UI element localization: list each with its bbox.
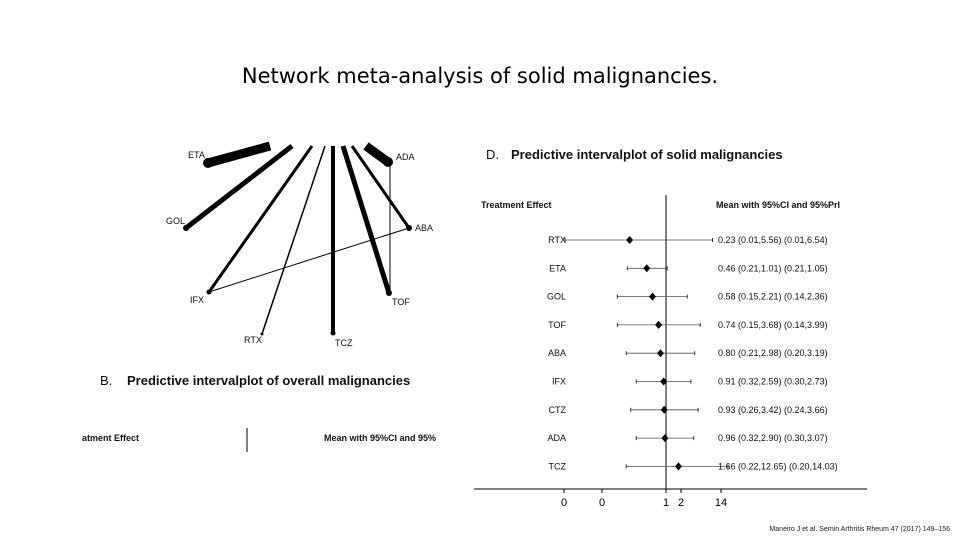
slide-title: Network meta-analysis of solid malignancies. bbox=[241, 64, 719, 88]
forest-mean-point bbox=[649, 293, 656, 301]
forest-row bbox=[548, 320, 827, 330]
forest-row bbox=[548, 348, 828, 358]
network-node-tof bbox=[386, 290, 392, 296]
panel-b-letter: B. bbox=[100, 373, 113, 388]
network-label-rtx: RTX bbox=[244, 335, 262, 345]
panel-d-letter: D. bbox=[486, 147, 499, 162]
panel-d-col-treatment: Treatment Effect bbox=[481, 200, 552, 210]
forest-row-label: CTZ bbox=[548, 404, 566, 415]
forest-mean-point bbox=[661, 434, 668, 442]
forest-row-value: 0.91 (0.32,2.59) (0.30,2.73) bbox=[718, 376, 828, 387]
network-node-aba bbox=[406, 225, 412, 231]
forest-row-value: 0.96 (0.32,2.90) (0.30,3.07) bbox=[718, 433, 828, 444]
forest-row-value: 0.80 (0.21,2.98) (0.20,3.19) bbox=[718, 348, 828, 359]
forest-row-value: 0.93 (0.26,3.42) (0.24,3.66) bbox=[718, 404, 828, 415]
forest-row-label: TOF bbox=[548, 319, 566, 330]
network-label-gol: GOL bbox=[166, 216, 186, 226]
forest-rows bbox=[547, 235, 838, 471]
forest-ticks bbox=[561, 489, 727, 509]
forest-mean-point bbox=[626, 236, 633, 244]
forest-row-value: 1.66 (0.22,12.65) (0.20,14.03) bbox=[718, 461, 838, 472]
forest-row-label: ETA bbox=[549, 263, 566, 274]
panel-b-col-treatment: atment Effect bbox=[82, 433, 140, 443]
panel-d-col-mean: Mean with 95%CI and 95%PrI bbox=[716, 200, 841, 210]
forest-tick-label: 2 bbox=[677, 497, 685, 509]
network-label-aba: ABA bbox=[415, 223, 434, 233]
network-label-tcz: TCZ bbox=[335, 338, 353, 348]
forest-row-label: ADA bbox=[547, 433, 566, 444]
forest-row-label: TCZ bbox=[548, 461, 566, 472]
network-node-ada bbox=[383, 157, 393, 167]
panel-b-col-mean: Mean with 95%CI and 95% bbox=[324, 433, 437, 443]
panel-d bbox=[474, 147, 867, 509]
forest-tick-label: 1 bbox=[662, 497, 670, 509]
panel-b bbox=[82, 373, 436, 452]
forest-row-label: GOL bbox=[546, 291, 566, 302]
forest-row-value: 0.58 (0.15,2.21) (0.14,2.36) bbox=[718, 291, 828, 302]
forest-row-label: RTX bbox=[548, 235, 566, 245]
panel-b-title: Predictive intervalplot of overall malignancies bbox=[127, 373, 411, 388]
network-node-tcz bbox=[331, 331, 336, 336]
forest-row bbox=[552, 377, 828, 387]
network-label-ifx: IFX bbox=[190, 295, 205, 305]
network-edges bbox=[186, 146, 409, 334]
network-label-tof: TOF bbox=[392, 297, 410, 307]
forest-row bbox=[548, 235, 827, 245]
forest-tick-label: 0 bbox=[560, 497, 568, 509]
forest-mean-point bbox=[657, 349, 664, 357]
forest-tick-label: 0 bbox=[598, 497, 606, 509]
forest-row bbox=[549, 461, 838, 471]
forest-mean-point bbox=[643, 264, 650, 272]
forest-row-label: ABA bbox=[547, 348, 566, 359]
forest-row-value: 0.74 (0.15,3.68) (0.14,3.99) bbox=[718, 319, 828, 330]
forest-row-value: 0.46 (0.21,1.01) (0.21,1.05) bbox=[718, 263, 828, 274]
forest-mean-point bbox=[675, 462, 682, 470]
citation: Maneiro J et al. Semin Arthritis Rheum 47 (2017) 149–156 bbox=[769, 526, 950, 533]
forest-row bbox=[549, 263, 827, 273]
panel-d-title: Predictive intervalplot of solid malignancies bbox=[511, 147, 783, 162]
network-node-ifx bbox=[207, 290, 212, 295]
forest-tick-label: 14 bbox=[714, 497, 728, 509]
network-graph bbox=[166, 146, 433, 348]
forest-row bbox=[547, 292, 828, 302]
network-edge bbox=[208, 146, 270, 163]
network-label-eta: ETA bbox=[188, 150, 205, 160]
forest-row-value: 0.23 (0.01,5.56) (0.01,6.54) bbox=[718, 235, 828, 245]
forest-mean-point bbox=[655, 321, 662, 329]
forest-row-label: IFX bbox=[551, 376, 566, 387]
network-label-ada: ADA bbox=[396, 152, 415, 162]
forest-mean-point bbox=[661, 406, 668, 414]
forest-row bbox=[547, 433, 827, 443]
forest-row bbox=[549, 405, 828, 415]
